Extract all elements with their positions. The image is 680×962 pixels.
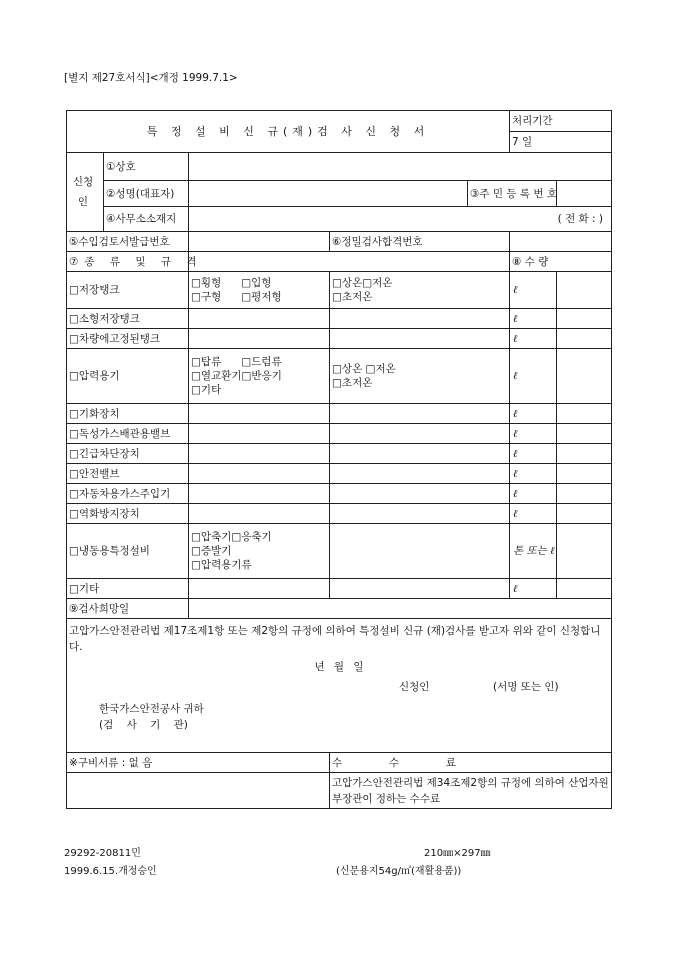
processing-period-value: 7 일 xyxy=(510,132,612,153)
equipment-row xyxy=(67,404,612,424)
type-spec-header: ⑦종 류 및 규 격 xyxy=(67,252,189,272)
temp-option[interactable]: □상온□저온 xyxy=(332,277,393,289)
quantity-unit[interactable]: ℓ xyxy=(510,504,557,524)
quantity-field[interactable] xyxy=(557,484,612,504)
required-docs: ※구비서류 : 없 음 xyxy=(67,753,330,773)
fee-text: 고압가스안전관리법 제34조제2항의 규정에 의하여 산업자원부장관이 정하는 수수료 xyxy=(330,773,612,809)
footer-size: 210㎜×297㎜ xyxy=(424,848,491,859)
quantity-field[interactable] xyxy=(557,444,612,464)
shape-option[interactable]: □압축기□응축기 xyxy=(191,531,272,543)
shape-option[interactable]: □열교환기□반응기 xyxy=(191,370,282,382)
shape-option[interactable]: □탑류 □드럼류 xyxy=(191,356,282,368)
quantity-unit[interactable]: ℓ xyxy=(510,579,557,599)
import-cert-label: ⑤수입검토서발급번호 xyxy=(67,232,189,252)
equipment-row xyxy=(67,424,612,444)
footer-code: 29292-20811민 xyxy=(64,848,141,859)
equipment-checkbox[interactable]: □독성가스배관용밸브 xyxy=(67,424,189,444)
equipment-checkbox[interactable]: □역화방지장치 xyxy=(67,504,189,524)
quantity-field[interactable] xyxy=(557,579,612,599)
equipment-row xyxy=(67,349,612,404)
import-cert-field[interactable] xyxy=(189,232,330,252)
equipment-row xyxy=(67,329,612,349)
quantity-unit[interactable]: ℓ xyxy=(510,329,557,349)
equipment-row xyxy=(67,444,612,464)
quantity-field[interactable] xyxy=(557,329,612,349)
equipment-row xyxy=(67,524,612,579)
quantity-unit[interactable]: ℓ xyxy=(510,272,557,309)
resident-no-label: ③주 민 등 록 번 호 xyxy=(468,181,557,207)
name-rep-field[interactable] xyxy=(189,181,468,207)
equipment-row xyxy=(67,579,612,599)
quantity-unit[interactable]: 톤 또는 ℓ xyxy=(510,524,557,579)
quantity-field[interactable] xyxy=(557,424,612,444)
form-title: 특 정 설 비 신 규(재)검 사 신 청 서 xyxy=(67,111,510,153)
quantity-unit[interactable]: ℓ xyxy=(510,464,557,484)
equipment-row xyxy=(67,309,612,329)
footer-paper: (신문용지54g/㎡(재활용품)) xyxy=(336,866,462,877)
equipment-checkbox[interactable]: □안전밸브 xyxy=(67,464,189,484)
quantity-header: ⑧ 수 량 xyxy=(510,252,612,272)
trade-name-label: ①상호 xyxy=(104,153,189,181)
equipment-row xyxy=(67,484,612,504)
temp-option[interactable]: □상온 □저온 xyxy=(332,363,396,375)
equipment-row xyxy=(67,272,612,309)
temp-option[interactable]: □초저온 xyxy=(332,377,373,389)
quantity-field[interactable] xyxy=(557,404,612,424)
quantity-unit[interactable]: ℓ xyxy=(510,424,557,444)
applicant-group-label: 신청인 xyxy=(67,153,104,232)
fee-label: 수 수 료 xyxy=(330,753,612,773)
resident-no-field[interactable] xyxy=(557,181,612,207)
processing-period-label: 처리기간 xyxy=(510,111,612,132)
equipment-checkbox[interactable]: □기타 xyxy=(67,579,189,599)
application-form xyxy=(66,110,611,809)
shape-option[interactable]: □구형 □평저형 xyxy=(191,291,282,303)
equipment-checkbox[interactable]: □긴급차단장치 xyxy=(67,444,189,464)
shape-option[interactable]: □기타 xyxy=(191,384,222,396)
signer-label: 신청인 xyxy=(399,681,430,693)
equipment-checkbox[interactable]: □기화장치 xyxy=(67,404,189,424)
equipment-checkbox[interactable]: □소형저장탱크 xyxy=(67,309,189,329)
quantity-field[interactable] xyxy=(557,349,612,404)
form-number-header: [별지 제27호서식]<개정 1999.7.1> xyxy=(64,72,238,84)
footer-approval: 1999.6.15.개정승인 xyxy=(64,866,157,877)
sign-note[interactable]: (서명 또는 인) xyxy=(493,681,559,693)
quantity-field[interactable] xyxy=(557,464,612,484)
quantity-unit[interactable]: ℓ xyxy=(510,349,557,404)
trade-name-field[interactable] xyxy=(189,153,612,181)
quantity-field[interactable] xyxy=(557,272,612,309)
application-statement-block xyxy=(67,619,612,753)
shape-option[interactable]: □증발기 xyxy=(191,545,232,557)
equipment-checkbox[interactable]: □압력용기 xyxy=(67,349,189,404)
office-address-label: ④사무소소재지 xyxy=(104,207,189,232)
equipment-row xyxy=(67,464,612,484)
equipment-row xyxy=(67,504,612,524)
desired-date-field[interactable] xyxy=(189,599,612,619)
quantity-field[interactable] xyxy=(557,309,612,329)
temp-option[interactable]: □초저온 xyxy=(332,291,373,303)
equipment-checkbox[interactable]: □저장탱크 xyxy=(67,272,189,309)
recipient-sub: (검 사 기 관) xyxy=(99,719,188,731)
shape-option[interactable]: □압력용기류 xyxy=(191,559,252,571)
name-rep-label: ②성명(대표자) xyxy=(104,181,189,207)
date-line[interactable]: 년 월 일 xyxy=(314,661,364,673)
statement-text: 고압가스안전관리법 제17조제1항 또는 제2항의 규정에 의하여 특정설비 신규 (재)검사를 받고자 위와 같이 신청합니다. xyxy=(69,625,601,653)
quantity-unit[interactable]: ℓ xyxy=(510,484,557,504)
quantity-field[interactable] xyxy=(557,504,612,524)
quantity-unit[interactable]: ℓ xyxy=(510,309,557,329)
desired-date-label: ⑨검사희망일 xyxy=(67,599,189,619)
equipment-checkbox[interactable]: □자동차용가스주입기 xyxy=(67,484,189,504)
shape-option[interactable]: □횡형 □입형 xyxy=(191,277,272,289)
quantity-unit[interactable]: ℓ xyxy=(510,404,557,424)
equipment-checkbox[interactable]: □차량에고정된탱크 xyxy=(67,329,189,349)
phone-field[interactable]: ( 전 화 : ) xyxy=(189,207,612,232)
precision-cert-label: ⑥정밀검사합격번호 xyxy=(330,232,510,252)
precision-cert-field[interactable] xyxy=(510,232,612,252)
equipment-checkbox[interactable]: □냉동용특정설비 xyxy=(67,524,189,579)
quantity-unit[interactable]: ℓ xyxy=(510,444,557,464)
quantity-field[interactable] xyxy=(557,524,612,579)
recipient-line: 한국가스안전공사 귀하 xyxy=(99,703,204,715)
